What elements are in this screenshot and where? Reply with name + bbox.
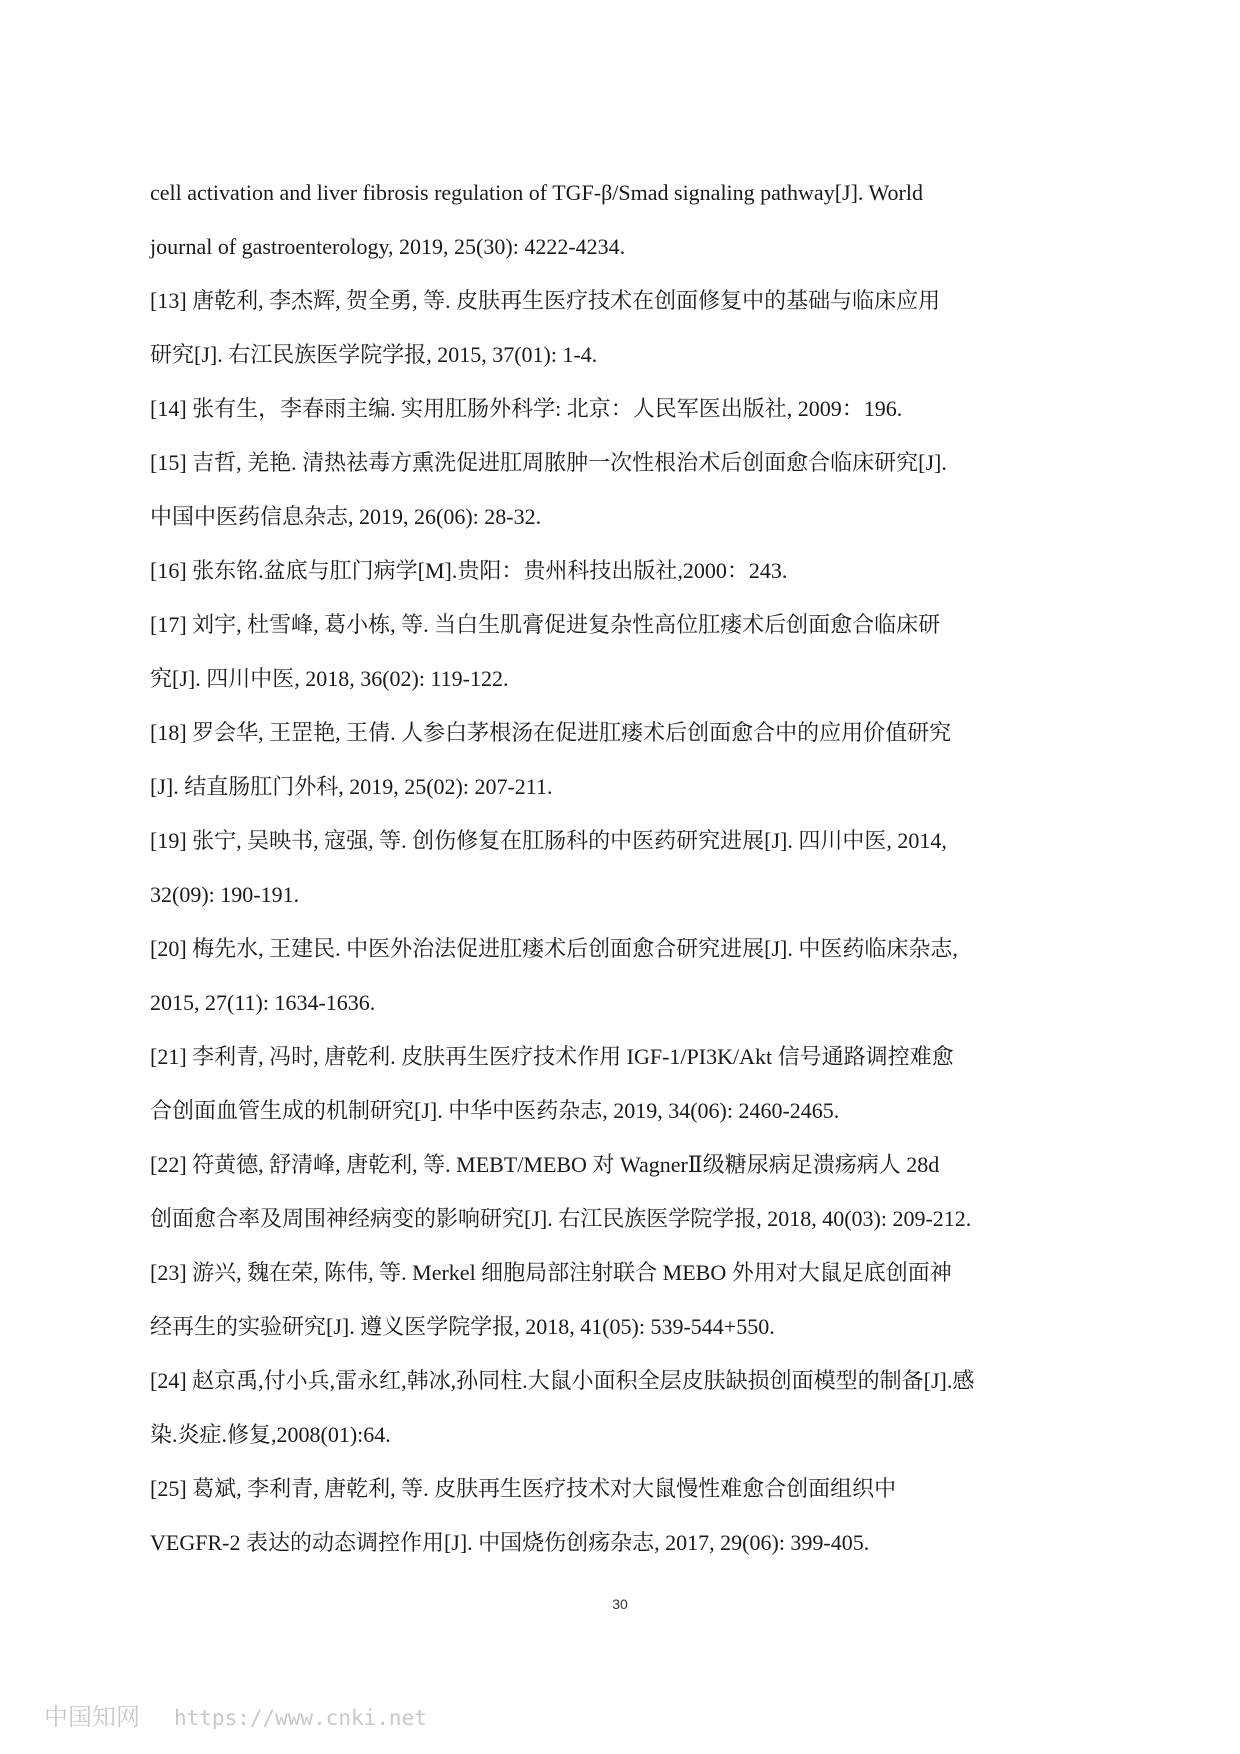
reference-line: [J]. 结直肠肛门外科, 2019, 25(02): 207-211. — [150, 774, 553, 799]
reference-line: 经再生的实验研究[J]. 遵义医学院学报, 2018, 41(05): 539-544+550. — [150, 1314, 775, 1339]
reference-line: 染.炎症.修复,2008(01):64. — [150, 1422, 391, 1447]
reference-line: cell activation and liver fibrosis regulation of TGF-β/Smad signaling pathway[J]. World — [150, 180, 923, 205]
reference-line: journal of gastroenterology, 2019, 25(30): 4222-4234. — [150, 234, 626, 259]
reference-line: [20] 梅先水, 王建民. 中医外治法促进肛瘘术后创面愈合研究进展[J]. 中医药临床杂志, — [150, 936, 958, 961]
cnki-watermark — [44, 1697, 427, 1732]
reference-line: [25] 葛斌, 李利青, 唐乾利, 等. 皮肤再生医疗技术对大鼠慢性难愈合创面组织中 — [150, 1476, 897, 1501]
reference-line: [23] 游兴, 魏在荣, 陈伟, 等. Merkel 细胞局部注射联合 MEBO 外用对大鼠足底创面神 — [150, 1260, 952, 1285]
reference-line: [16] 张东铭.盆底与肛门病学[M].贵阳：贵州科技出版社,2000：243. — [150, 558, 788, 583]
reference-line: [17] 刘宇, 杜雪峰, 葛小栋, 等. 当白生肌膏促进复杂性高位肛瘘术后创面愈合临床研 — [150, 612, 941, 637]
watermark-site-name: 中国知网 — [44, 1703, 140, 1731]
reference-line: [22] 符黄德, 舒清峰, 唐乾利, 等. MEBT/MEBO 对 WagnerⅡ级糖尿病足溃疡病人 28d — [150, 1152, 940, 1177]
reference-line: [18] 罗会华, 王罡艳, 王倩. 人参白茅根汤在促进肛瘘术后创面愈合中的应用价值研究 — [150, 720, 952, 745]
reference-line: 2015, 27(11): 1634-1636. — [150, 990, 376, 1015]
reference-line: 创面愈合率及周围神经病变的影响研究[J]. 右江民族医学院学报, 2018, 40(03): 209-212. — [150, 1206, 972, 1231]
reference-line: [19] 张宁, 吴映书, 寇强, 等. 创伤修复在肛肠科的中医药研究进展[J]. 四川中医, 2014, — [150, 828, 947, 853]
reference-line: [21] 李利青, 冯时, 唐乾利. 皮肤再生医疗技术作用 IGF-1/PI3K/Akt 信号通路调控难愈 — [150, 1044, 954, 1069]
reference-line: 合创面血管生成的机制研究[J]. 中华中医药杂志, 2019, 34(06): 2460-2465. — [150, 1098, 840, 1123]
reference-line: 研究[J]. 右江民族医学院学报, 2015, 37(01): 1-4. — [150, 342, 598, 367]
reference-line: [13] 唐乾利, 李杰辉, 贺全勇, 等. 皮肤再生医疗技术在创面修复中的基础与临床应用 — [150, 288, 941, 313]
reference-line: [14] 张有生，李春雨主编. 实用肛肠外科学: 北京：人民军医出版社, 2009：196. — [150, 396, 903, 421]
reference-line: VEGFR-2 表达的动态调控作用[J]. 中国烧伤创疡杂志, 2017, 29(06): 399-405. — [150, 1530, 870, 1555]
reference-list — [150, 166, 1110, 1570]
reference-line: 究[J]. 四川中医, 2018, 36(02): 119-122. — [150, 666, 509, 691]
reference-line: [24] 赵京禹,付小兵,雷永红,韩冰,孙同柱.大鼠小面积全层皮肤缺损创面模型的制备[J].感 — [150, 1368, 975, 1393]
reference-line: [15] 吉哲, 羌艳. 清热祛毒方熏洗促进肛周脓肿一次性根治术后创面愈合临床研究[J]. — [150, 450, 947, 475]
page-number: 30 — [612, 1596, 628, 1612]
reference-line: 32(09): 190-191. — [150, 882, 300, 907]
watermark-url: https://www.cnki.net — [174, 1706, 427, 1730]
reference-line: 中国中医药信息杂志, 2019, 26(06): 28-32. — [150, 504, 542, 529]
